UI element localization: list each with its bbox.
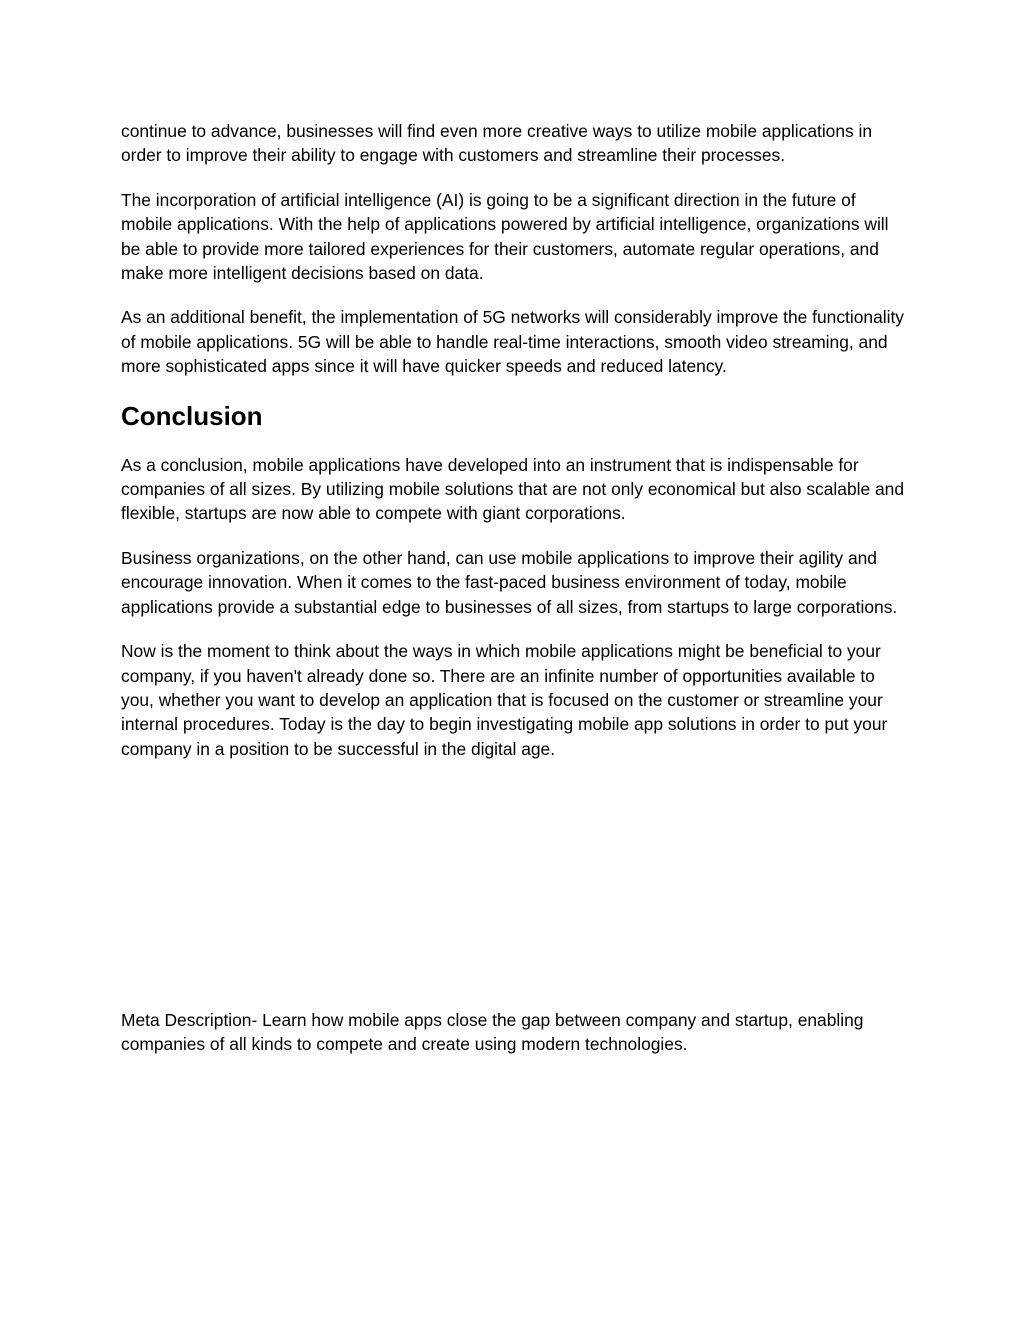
paragraph-future-trends-intro: continue to advance, businesses will find even more creative ways to utilize mobile applications in order to improve their ability to engage with customers and streamline their processes.	[121, 121, 873, 166]
conclusion-heading: Conclusion	[121, 400, 263, 431]
paragraph-conclusion-1: As a conclusion, mobile applications have developed into an instrument that is indispensable for companies of all sizes. By utilizing mobile solutions that are not only economical but also scalable and flexible, startups are now able to compete with giant corporations.	[121, 454, 905, 524]
paragraph-5g-networks: As an additional benefit, the implementation of 5G networks will considerably improve the functionality of mobile applications. 5G will be able to handle real-time interactions, smooth video streaming, and more sophisticated apps since it will have quicker speeds and reduced latency.	[121, 307, 904, 377]
paragraph-ai-integration: The incorporation of artificial intelligence (AI) is going to be a significant direction in the future of mobile applications. With the help of applications powered by artificial intelligence, organizations will be able to provide more tailored experiences for their customers, automate regular operations, and make more intelligent decisions based on data.	[121, 189, 889, 284]
meta-description-block	[121, 1008, 911, 1057]
document-body	[121, 119, 911, 761]
meta-description: Meta Description- Learn how mobile apps close the gap between company and startup, enabling companies of all kinds to compete and create using modern technologies.	[121, 1010, 864, 1055]
paragraph-conclusion-3: Now is the moment to think about the ways in which mobile applications might be beneficial to your company, if you haven't already done so. There are an infinite number of opportunities available to you, whether you want to develop an application that is focused on the customer or streamline your internal procedures. Today is the day to begin investigating mobile app solutions in order to put your company in a position to be successful in the digital age.	[121, 641, 888, 759]
paragraph-conclusion-2: Business organizations, on the other hand, can use mobile applications to improve their agility and encourage innovation. When it comes to the fast-paced business environment of today, mobile applications provide a substantial edge to businesses of all sizes, from startups to large corporations.	[121, 547, 898, 617]
